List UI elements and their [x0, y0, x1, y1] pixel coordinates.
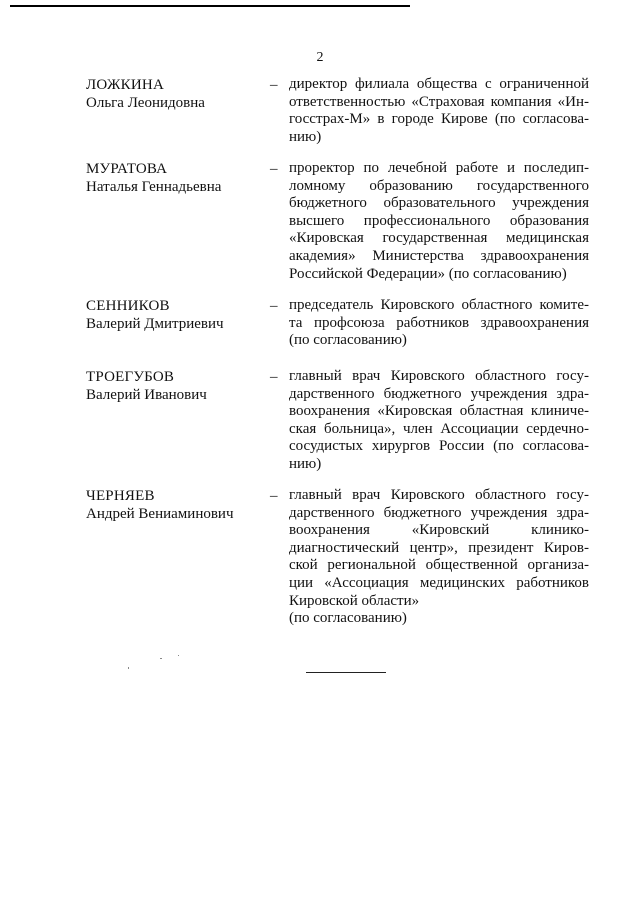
description-line: Российской Федерации» (по согласованию): [289, 265, 567, 282]
description-line: ломному образованию государственного: [289, 177, 589, 194]
entry-dash: –: [270, 369, 278, 385]
description-line: (по согласованию): [289, 610, 407, 627]
entry-description: [289, 160, 589, 283]
description-line: диагностический центр», президент Киров-: [289, 539, 589, 556]
description-line: нию): [289, 128, 322, 145]
entry-given-names: Валерий Дмитриевич: [86, 316, 224, 332]
entry-description: [289, 76, 589, 146]
entry-description: [289, 368, 589, 474]
entry-dash: –: [270, 298, 278, 314]
description-line: воохранения «Кировский клинико-: [289, 522, 589, 539]
description-line: нию): [289, 455, 322, 472]
description-line: Кировской области»: [289, 592, 420, 609]
entry-dash: –: [270, 488, 278, 504]
description-line: ская больница», член Ассоциации сердечно-: [289, 420, 589, 437]
entry-given-names: Ольга Леонидовна: [86, 95, 205, 111]
description-line: ции «Ассоциация медицинских работников: [289, 574, 589, 591]
description-line: ской региональной общественной организа-: [289, 557, 589, 574]
entry-given-names: Андрей Вениаминович: [86, 506, 234, 522]
description-line: главный врач Кировского областного госу-: [289, 368, 589, 384]
entry-description: [289, 487, 589, 628]
entry-dash: –: [270, 161, 278, 177]
entry-given-names: Валерий Иванович: [86, 387, 207, 403]
description-line: бюджетного образовательного учреждения: [289, 195, 589, 212]
description-line: (по согласованию): [289, 332, 407, 349]
entry-surname: СЕННИКОВ: [86, 298, 170, 314]
description-line: дарственного бюджетного учреждения здра-: [289, 385, 589, 402]
entry-surname: ТРОЕГУБОВ: [86, 369, 175, 385]
top-rule: [10, 5, 410, 7]
description-line: высшего профессионального образования: [289, 212, 589, 229]
description-line: главный врач Кировского областного госу-: [289, 487, 589, 503]
entry-dash: –: [270, 77, 278, 93]
description-line: дарственного бюджетного учреждения здра-: [289, 504, 589, 521]
description-line: ответственностью «Страховая компания «Ин-: [289, 93, 589, 110]
entry-surname: ЛОЖКИНА: [86, 77, 164, 93]
description-line: госстрах-М» в городе Кирове (по согласова-: [289, 111, 589, 128]
description-line: «Кировская государственная медицинская: [289, 230, 589, 247]
entry-given-names: Наталья Геннадьевна: [86, 179, 222, 195]
description-line: директор филиала общества с ограниченной: [289, 76, 589, 92]
description-line: сосудистых хирургов России (по согласова-: [289, 438, 589, 455]
entry-surname: ЧЕРНЯЕВ: [86, 488, 155, 504]
scan-speck: [178, 655, 179, 656]
entry-description: [289, 297, 589, 350]
description-line: та профсоюза работников здравоохранения: [289, 314, 589, 331]
closing-rule: [306, 672, 386, 673]
page-number: 2: [316, 50, 324, 65]
description-line: председатель Кировского областного комите-: [289, 297, 589, 313]
description-line: проректор по лечебной работе и последип-: [289, 160, 589, 176]
description-line: воохранения «Кировская областная клиниче-: [289, 403, 589, 420]
entry-surname: МУРАТОВА: [86, 161, 168, 177]
description-line: академия» Министерства здравоохранения: [289, 247, 589, 264]
scan-speck: [160, 658, 162, 659]
scan-speck: [128, 667, 129, 669]
